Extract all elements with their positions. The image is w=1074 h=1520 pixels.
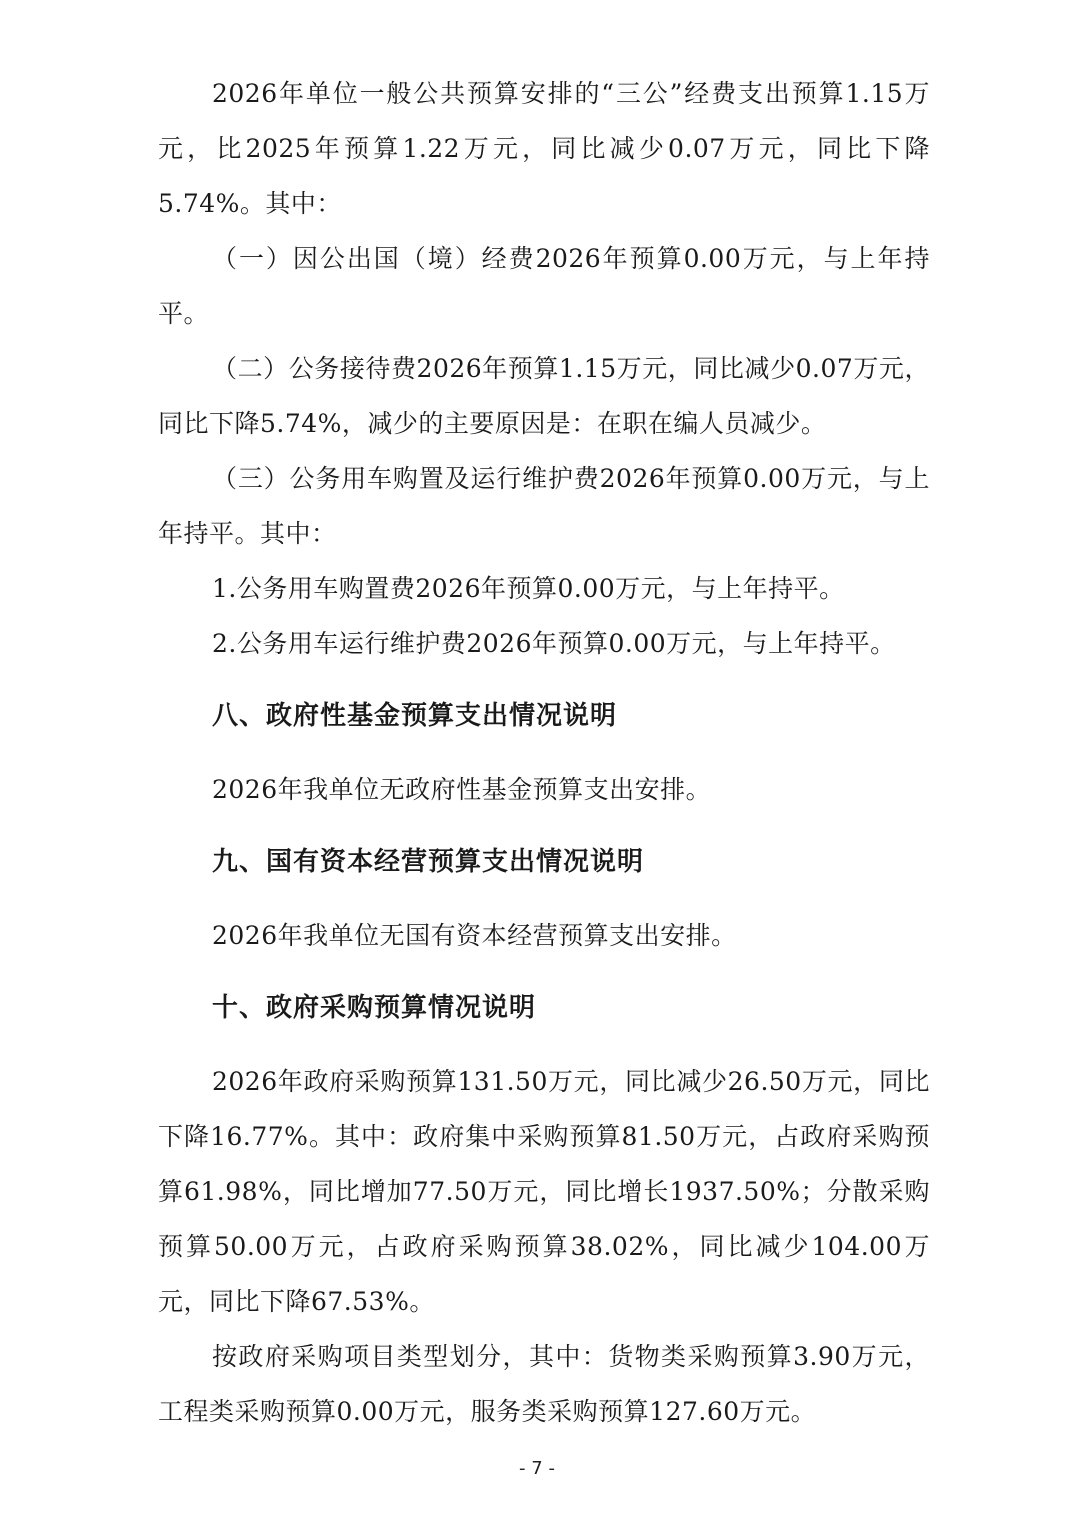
document-body bbox=[158, 66, 930, 1439]
page-number: - 7 - bbox=[519, 1458, 555, 1479]
section-9-heading: 九、国有资本经营预算支出情况说明 bbox=[212, 847, 645, 877]
reception-expense-paragraph: （二）公务接待费2026年预算1.15万元，同比减少0.07万元，同比下降5.74%，减少的主要原因是：在职在编人员减少。 bbox=[158, 354, 930, 438]
overseas-travel-paragraph: （一）因公出国（境）经费2026年预算0.00万元，与上年持平。 bbox=[158, 244, 930, 328]
vehicle-expense-paragraph: （三）公务用车购置及运行维护费2026年预算0.00万元，与上年持平。其中： bbox=[158, 464, 930, 548]
vehicle-maintenance-item: 2.公务用车运行维护费2026年预算0.00万元，与上年持平。 bbox=[212, 629, 896, 658]
procurement-budget-paragraph: 2026年政府采购预算131.50万元，同比减少26.50万元，同比下降16.77%。其中：政府集中采购预算81.50万元，占政府采购预算61.98%，同比增加77.50万元，同比增长1937.50%；分散采购预算50.00万元，占政府采购预算38.02%，同比减少104.00万元，同比下降67.53%。 bbox=[158, 1067, 930, 1316]
procurement-type-paragraph: 按政府采购项目类型划分，其中：货物类采购预算3.90万元，工程类采购预算0.00万元，服务类采购预算127.60万元。 bbox=[158, 1342, 930, 1426]
section-8-heading: 八、政府性基金预算支出情况说明 bbox=[212, 701, 618, 731]
section-8-text: 2026年我单位无政府性基金预算支出安排。 bbox=[212, 775, 712, 804]
section-10-heading: 十、政府采购预算情况说明 bbox=[212, 993, 537, 1023]
three-public-budget-paragraph: 2026年单位一般公共预算安排的“三公”经费支出预算1.15万元，比2025年预算1.22万元，同比减少0.07万元，同比下降5.74%。其中： bbox=[158, 79, 930, 218]
vehicle-purchase-item: 1.公务用车购置费2026年预算0.00万元，与上年持平。 bbox=[212, 574, 845, 603]
section-9-text: 2026年我单位无国有资本经营预算支出安排。 bbox=[212, 921, 737, 950]
